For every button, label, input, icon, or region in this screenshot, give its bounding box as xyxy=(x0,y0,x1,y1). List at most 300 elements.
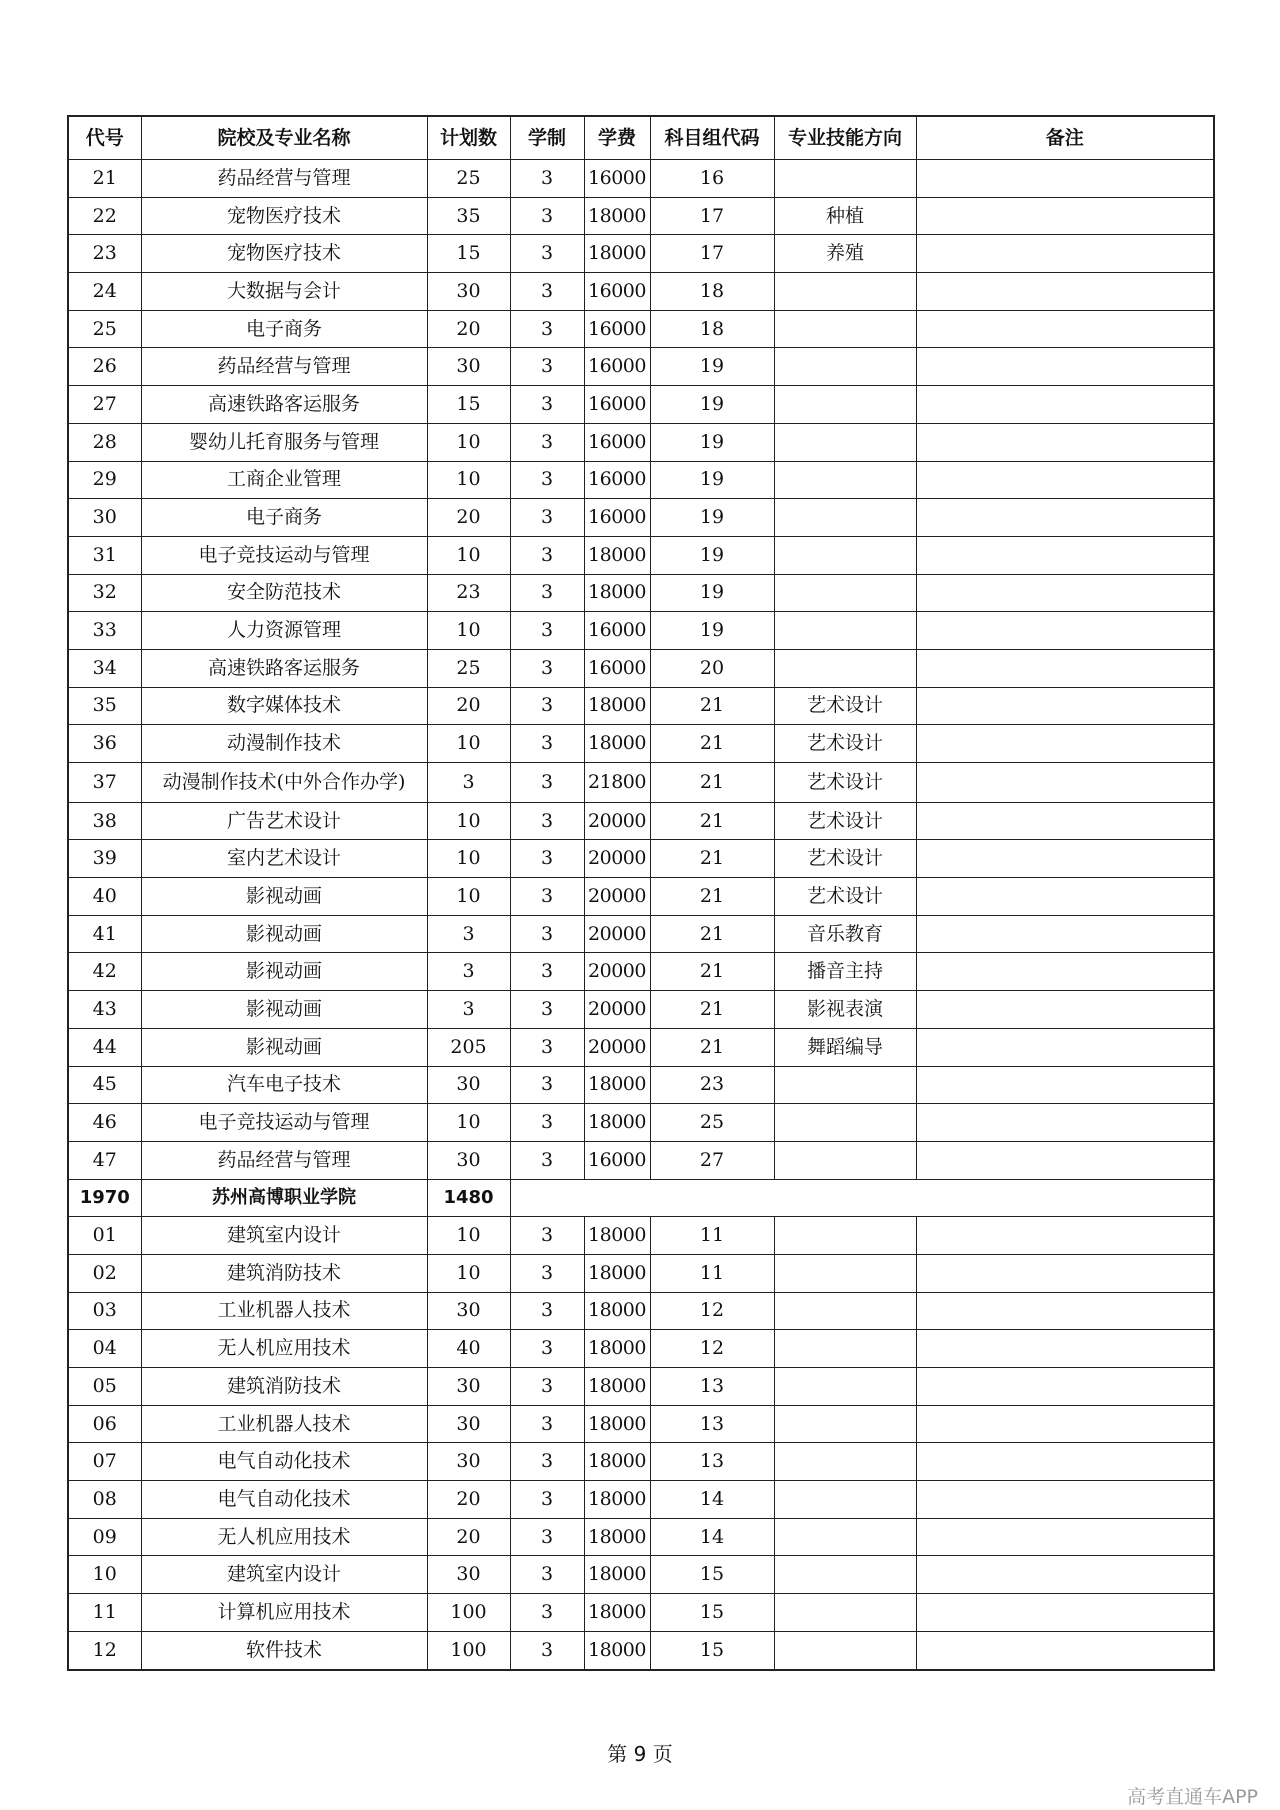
cell-years: 3 xyxy=(510,1443,584,1481)
cell-name: 影视动画 xyxy=(141,953,427,991)
cell-code: 09 xyxy=(68,1518,141,1556)
cell-direction: 艺术设计 xyxy=(774,878,916,916)
cell-subject-group: 19 xyxy=(650,574,774,612)
cell-name: 药品经营与管理 xyxy=(141,348,427,386)
table-row xyxy=(68,1292,1214,1330)
cell-fee: 18000 xyxy=(584,1368,650,1406)
cell-direction xyxy=(774,574,916,612)
cell-years: 3 xyxy=(510,1217,584,1255)
cell-note xyxy=(916,499,1214,537)
table-row xyxy=(68,1405,1214,1443)
cell-note xyxy=(916,386,1214,424)
cell-years: 3 xyxy=(510,348,584,386)
cell-fee: 18000 xyxy=(584,1443,650,1481)
cell-years: 3 xyxy=(510,1405,584,1443)
cell-direction xyxy=(774,310,916,348)
cell-plan: 30 xyxy=(427,273,510,311)
cell-name: 电气自动化技术 xyxy=(141,1481,427,1519)
cell-direction xyxy=(774,1518,916,1556)
cell-subject-group: 21 xyxy=(650,1028,774,1066)
cell-subject-group: 20 xyxy=(650,649,774,687)
header-name: 院校及专业名称 xyxy=(141,116,427,160)
cell-plan: 10 xyxy=(427,536,510,574)
cell-name: 工商企业管理 xyxy=(141,461,427,499)
cell-subject-group: 21 xyxy=(650,915,774,953)
cell-years: 3 xyxy=(510,1141,584,1179)
cell-direction: 养殖 xyxy=(774,235,916,273)
cell-code: 37 xyxy=(68,763,141,803)
cell-plan: 20 xyxy=(427,499,510,537)
cell-subject-group: 13 xyxy=(650,1368,774,1406)
table-row xyxy=(68,802,1214,840)
cell-note xyxy=(916,423,1214,461)
cell-years: 3 xyxy=(510,235,584,273)
cell-subject-group: 12 xyxy=(650,1292,774,1330)
cell-note xyxy=(916,310,1214,348)
cell-note xyxy=(916,197,1214,235)
table-row xyxy=(68,1066,1214,1104)
cell-subject-group: 21 xyxy=(650,953,774,991)
cell-name: 广告艺术设计 xyxy=(141,802,427,840)
cell-code: 07 xyxy=(68,1443,141,1481)
cell-years: 3 xyxy=(510,687,584,725)
table-row xyxy=(68,423,1214,461)
cell-code: 40 xyxy=(68,878,141,916)
school-code: 1970 xyxy=(68,1179,141,1217)
cell-years: 3 xyxy=(510,1556,584,1594)
cell-subject-group: 14 xyxy=(650,1481,774,1519)
cell-direction xyxy=(774,536,916,574)
watermark-text: 高考直通车APP xyxy=(1127,1786,1258,1808)
cell-years: 3 xyxy=(510,536,584,574)
cell-fee: 18000 xyxy=(584,574,650,612)
cell-plan: 10 xyxy=(427,1254,510,1292)
header-years: 学制 xyxy=(510,116,584,160)
cell-plan: 3 xyxy=(427,915,510,953)
cell-name: 电子商务 xyxy=(141,310,427,348)
cell-fee: 20000 xyxy=(584,878,650,916)
cell-code: 08 xyxy=(68,1481,141,1519)
cell-fee: 18000 xyxy=(584,687,650,725)
cell-years: 3 xyxy=(510,1330,584,1368)
cell-subject-group: 21 xyxy=(650,725,774,763)
cell-code: 42 xyxy=(68,953,141,991)
cell-name: 动漫制作技术(中外合作办学) xyxy=(141,763,427,803)
cell-note xyxy=(916,1330,1214,1368)
cell-fee: 16000 xyxy=(584,1141,650,1179)
cell-direction: 舞蹈编导 xyxy=(774,1028,916,1066)
cell-fee: 18000 xyxy=(584,1217,650,1255)
cell-years: 3 xyxy=(510,725,584,763)
cell-years: 3 xyxy=(510,574,584,612)
table-row xyxy=(68,878,1214,916)
cell-name: 人力资源管理 xyxy=(141,612,427,650)
cell-note xyxy=(916,915,1214,953)
cell-code: 38 xyxy=(68,802,141,840)
cell-subject-group: 17 xyxy=(650,235,774,273)
cell-name: 工业机器人技术 xyxy=(141,1405,427,1443)
table-row xyxy=(68,310,1214,348)
cell-name: 电子商务 xyxy=(141,499,427,537)
cell-fee: 18000 xyxy=(584,725,650,763)
school-section xyxy=(68,1179,1214,1217)
cell-note xyxy=(916,1518,1214,1556)
cell-name: 影视动画 xyxy=(141,878,427,916)
cell-note xyxy=(916,1028,1214,1066)
cell-direction xyxy=(774,348,916,386)
table-row xyxy=(68,649,1214,687)
cell-code: 05 xyxy=(68,1368,141,1406)
cell-plan: 30 xyxy=(427,1292,510,1330)
table-row xyxy=(68,1556,1214,1594)
cell-note xyxy=(916,1481,1214,1519)
cell-name: 药品经营与管理 xyxy=(141,1141,427,1179)
cell-name: 影视动画 xyxy=(141,991,427,1029)
cell-fee: 18000 xyxy=(584,1330,650,1368)
cell-fee: 20000 xyxy=(584,991,650,1029)
cell-subject-group: 19 xyxy=(650,461,774,499)
cell-years: 3 xyxy=(510,1631,584,1669)
cell-years: 3 xyxy=(510,878,584,916)
cell-plan: 23 xyxy=(427,574,510,612)
table-row xyxy=(68,235,1214,273)
cell-plan: 20 xyxy=(427,310,510,348)
cell-direction xyxy=(774,1631,916,1669)
cell-fee: 20000 xyxy=(584,953,650,991)
cell-years: 3 xyxy=(510,840,584,878)
cell-note xyxy=(916,461,1214,499)
cell-code: 21 xyxy=(68,160,141,198)
table-row xyxy=(68,273,1214,311)
cell-years: 3 xyxy=(510,197,584,235)
cell-plan: 30 xyxy=(427,348,510,386)
table-row xyxy=(68,915,1214,953)
cell-name: 建筑室内设计 xyxy=(141,1217,427,1255)
cell-plan: 30 xyxy=(427,1443,510,1481)
cell-code: 29 xyxy=(68,461,141,499)
table-row xyxy=(68,499,1214,537)
cell-fee: 18000 xyxy=(584,1104,650,1142)
cell-name: 数字媒体技术 xyxy=(141,687,427,725)
cell-fee: 18000 xyxy=(584,1594,650,1632)
enrollment-plan-table xyxy=(67,115,1215,1671)
cell-subject-group: 19 xyxy=(650,612,774,650)
cell-code: 35 xyxy=(68,687,141,725)
cell-plan: 15 xyxy=(427,235,510,273)
table-row xyxy=(68,1631,1214,1669)
cell-code: 06 xyxy=(68,1405,141,1443)
cell-fee: 16000 xyxy=(584,649,650,687)
cell-subject-group: 18 xyxy=(650,310,774,348)
table-row xyxy=(68,687,1214,725)
cell-plan: 10 xyxy=(427,423,510,461)
cell-note xyxy=(916,840,1214,878)
cell-subject-group: 25 xyxy=(650,1104,774,1142)
cell-subject-group: 11 xyxy=(650,1217,774,1255)
cell-subject-group: 16 xyxy=(650,160,774,198)
cell-code: 12 xyxy=(68,1631,141,1669)
cell-note xyxy=(916,235,1214,273)
cell-years: 3 xyxy=(510,499,584,537)
cell-direction: 影视表演 xyxy=(774,991,916,1029)
cell-code: 04 xyxy=(68,1330,141,1368)
cell-plan: 3 xyxy=(427,953,510,991)
cell-years: 3 xyxy=(510,1254,584,1292)
cell-subject-group: 13 xyxy=(650,1443,774,1481)
cell-name: 大数据与会计 xyxy=(141,273,427,311)
cell-code: 03 xyxy=(68,1292,141,1330)
cell-name: 建筑消防技术 xyxy=(141,1254,427,1292)
cell-fee: 20000 xyxy=(584,915,650,953)
cell-direction xyxy=(774,1104,916,1142)
cell-direction xyxy=(774,1556,916,1594)
cell-years: 3 xyxy=(510,160,584,198)
cell-direction: 音乐教育 xyxy=(774,915,916,953)
table-row xyxy=(68,1141,1214,1179)
cell-code: 31 xyxy=(68,536,141,574)
table-row xyxy=(68,461,1214,499)
cell-name: 婴幼儿托育服务与管理 xyxy=(141,423,427,461)
cell-years: 3 xyxy=(510,763,584,803)
school-plan-total: 1480 xyxy=(427,1179,510,1217)
cell-plan: 10 xyxy=(427,1104,510,1142)
cell-direction xyxy=(774,1481,916,1519)
cell-name: 高速铁路客运服务 xyxy=(141,649,427,687)
cell-code: 45 xyxy=(68,1066,141,1104)
cell-code: 02 xyxy=(68,1254,141,1292)
cell-name: 宠物医疗技术 xyxy=(141,197,427,235)
school-row-blank xyxy=(510,1179,1214,1217)
cell-code: 01 xyxy=(68,1217,141,1255)
cell-note xyxy=(916,1556,1214,1594)
cell-fee: 20000 xyxy=(584,840,650,878)
cell-years: 3 xyxy=(510,273,584,311)
cell-note xyxy=(916,1405,1214,1443)
table-row xyxy=(68,840,1214,878)
cell-plan: 3 xyxy=(427,763,510,803)
cell-code: 28 xyxy=(68,423,141,461)
cell-code: 25 xyxy=(68,310,141,348)
cell-subject-group: 17 xyxy=(650,197,774,235)
cell-note xyxy=(916,649,1214,687)
cell-note xyxy=(916,273,1214,311)
table-row xyxy=(68,991,1214,1029)
table-row xyxy=(68,725,1214,763)
cell-direction: 播音主持 xyxy=(774,953,916,991)
cell-fee: 18000 xyxy=(584,1631,650,1669)
cell-code: 10 xyxy=(68,1556,141,1594)
cell-direction xyxy=(774,1292,916,1330)
cell-note xyxy=(916,574,1214,612)
cell-note xyxy=(916,612,1214,650)
cell-fee: 16000 xyxy=(584,461,650,499)
cell-note xyxy=(916,1631,1214,1669)
cell-direction: 艺术设计 xyxy=(774,687,916,725)
cell-plan: 10 xyxy=(427,461,510,499)
page-number: 第 9 页 xyxy=(607,1742,673,1766)
table-row xyxy=(68,763,1214,803)
cell-name: 汽车电子技术 xyxy=(141,1066,427,1104)
cell-plan: 25 xyxy=(427,160,510,198)
header-note: 备注 xyxy=(916,116,1214,160)
school-row xyxy=(68,1179,1214,1217)
cell-subject-group: 11 xyxy=(650,1254,774,1292)
cell-years: 3 xyxy=(510,612,584,650)
cell-years: 3 xyxy=(510,802,584,840)
header-subject-group: 科目组代码 xyxy=(650,116,774,160)
table-row xyxy=(68,536,1214,574)
cell-direction xyxy=(774,1368,916,1406)
table-row xyxy=(68,197,1214,235)
cell-subject-group: 15 xyxy=(650,1594,774,1632)
cell-years: 3 xyxy=(510,953,584,991)
cell-years: 3 xyxy=(510,386,584,424)
cell-plan: 25 xyxy=(427,649,510,687)
cell-subject-group: 21 xyxy=(650,687,774,725)
cell-direction: 艺术设计 xyxy=(774,840,916,878)
header-fee: 学费 xyxy=(584,116,650,160)
cell-years: 3 xyxy=(510,915,584,953)
cell-note xyxy=(916,348,1214,386)
cell-code: 36 xyxy=(68,725,141,763)
cell-direction: 艺术设计 xyxy=(774,802,916,840)
cell-plan: 20 xyxy=(427,687,510,725)
cell-note xyxy=(916,1217,1214,1255)
cell-code: 47 xyxy=(68,1141,141,1179)
cell-fee: 18000 xyxy=(584,1481,650,1519)
table-body-continued xyxy=(68,160,1214,1180)
table-row xyxy=(68,1481,1214,1519)
cell-years: 3 xyxy=(510,1104,584,1142)
cell-direction xyxy=(774,1443,916,1481)
cell-note xyxy=(916,536,1214,574)
cell-note xyxy=(916,1141,1214,1179)
cell-subject-group: 19 xyxy=(650,348,774,386)
cell-fee: 18000 xyxy=(584,1518,650,1556)
cell-code: 32 xyxy=(68,574,141,612)
cell-name: 宠物医疗技术 xyxy=(141,235,427,273)
cell-direction xyxy=(774,273,916,311)
cell-direction xyxy=(774,461,916,499)
cell-code: 43 xyxy=(68,991,141,1029)
cell-years: 3 xyxy=(510,461,584,499)
table-row xyxy=(68,348,1214,386)
cell-subject-group: 19 xyxy=(650,386,774,424)
cell-code: 46 xyxy=(68,1104,141,1142)
table-row xyxy=(68,1330,1214,1368)
cell-note xyxy=(916,991,1214,1029)
cell-subject-group: 14 xyxy=(650,1518,774,1556)
cell-fee: 18000 xyxy=(584,235,650,273)
cell-fee: 16000 xyxy=(584,273,650,311)
cell-subject-group: 15 xyxy=(650,1631,774,1669)
cell-fee: 18000 xyxy=(584,197,650,235)
cell-years: 3 xyxy=(510,991,584,1029)
cell-fee: 18000 xyxy=(584,1405,650,1443)
cell-note xyxy=(916,160,1214,198)
cell-direction xyxy=(774,612,916,650)
cell-direction xyxy=(774,649,916,687)
cell-fee: 21800 xyxy=(584,763,650,803)
table-row xyxy=(68,386,1214,424)
cell-name: 影视动画 xyxy=(141,915,427,953)
cell-subject-group: 19 xyxy=(650,499,774,537)
cell-plan: 30 xyxy=(427,1141,510,1179)
cell-fee: 18000 xyxy=(584,1292,650,1330)
table-row xyxy=(68,1518,1214,1556)
cell-years: 3 xyxy=(510,1292,584,1330)
cell-plan: 20 xyxy=(427,1481,510,1519)
header-direction: 专业技能方向 xyxy=(774,116,916,160)
cell-name: 建筑消防技术 xyxy=(141,1368,427,1406)
cell-plan: 205 xyxy=(427,1028,510,1066)
cell-years: 3 xyxy=(510,649,584,687)
cell-code: 39 xyxy=(68,840,141,878)
cell-fee: 16000 xyxy=(584,160,650,198)
cell-direction xyxy=(774,1594,916,1632)
table-row xyxy=(68,1104,1214,1142)
cell-note xyxy=(916,1066,1214,1104)
cell-code: 33 xyxy=(68,612,141,650)
cell-subject-group: 21 xyxy=(650,840,774,878)
table-header-row xyxy=(68,116,1214,160)
cell-direction xyxy=(774,1330,916,1368)
cell-name: 动漫制作技术 xyxy=(141,725,427,763)
cell-name: 软件技术 xyxy=(141,1631,427,1669)
cell-direction xyxy=(774,1066,916,1104)
cell-code: 26 xyxy=(68,348,141,386)
cell-plan: 30 xyxy=(427,1368,510,1406)
cell-subject-group: 12 xyxy=(650,1330,774,1368)
cell-plan: 3 xyxy=(427,991,510,1029)
cell-name: 无人机应用技术 xyxy=(141,1330,427,1368)
cell-note xyxy=(916,725,1214,763)
table-row xyxy=(68,1443,1214,1481)
cell-subject-group: 21 xyxy=(650,802,774,840)
cell-subject-group: 19 xyxy=(650,536,774,574)
cell-note xyxy=(916,1368,1214,1406)
cell-subject-group: 15 xyxy=(650,1556,774,1594)
table-row xyxy=(68,612,1214,650)
cell-name: 计算机应用技术 xyxy=(141,1594,427,1632)
cell-note xyxy=(916,1443,1214,1481)
cell-plan: 40 xyxy=(427,1330,510,1368)
cell-fee: 16000 xyxy=(584,310,650,348)
cell-direction xyxy=(774,423,916,461)
cell-subject-group: 21 xyxy=(650,763,774,803)
header-code: 代号 xyxy=(68,116,141,160)
cell-years: 3 xyxy=(510,423,584,461)
header-plan: 计划数 xyxy=(427,116,510,160)
cell-plan: 35 xyxy=(427,197,510,235)
cell-plan: 30 xyxy=(427,1066,510,1104)
cell-fee: 16000 xyxy=(584,499,650,537)
table-row xyxy=(68,1217,1214,1255)
school-name: 苏州高博职业学院 xyxy=(141,1179,427,1217)
cell-years: 3 xyxy=(510,1066,584,1104)
cell-code: 24 xyxy=(68,273,141,311)
cell-note xyxy=(916,1594,1214,1632)
cell-fee: 16000 xyxy=(584,612,650,650)
cell-direction xyxy=(774,1141,916,1179)
cell-name: 室内艺术设计 xyxy=(141,840,427,878)
cell-plan: 100 xyxy=(427,1631,510,1669)
cell-direction: 艺术设计 xyxy=(774,763,916,803)
cell-plan: 10 xyxy=(427,725,510,763)
cell-plan: 30 xyxy=(427,1556,510,1594)
cell-subject-group: 19 xyxy=(650,423,774,461)
cell-fee: 18000 xyxy=(584,536,650,574)
